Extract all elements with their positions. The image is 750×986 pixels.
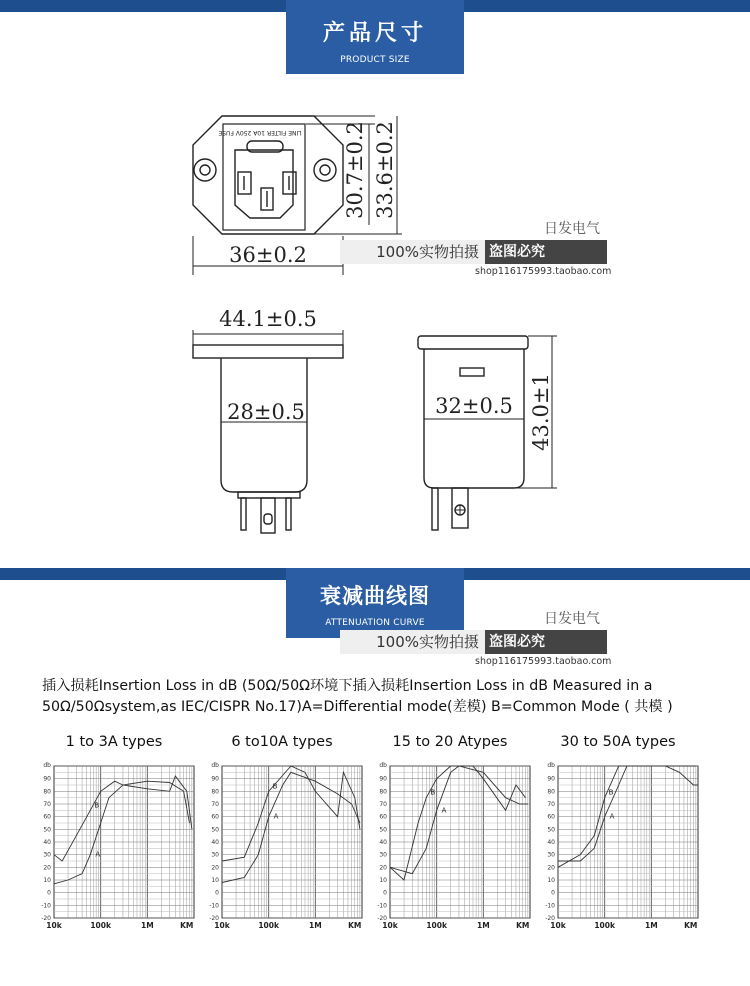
insertion-loss-caption: 插入损耗Insertion Loss in dB (50Ω/50Ω环境下插入损耗Insertion Loss in dB Measured in a 50Ω/50Ωsystem,as IEC/CISPR No.17)A=Differential mode(差模) B=Common Mode ( 共模 ) [42, 678, 673, 715]
y-tick-label: 60 [547, 813, 555, 821]
y-tick-label: 80 [547, 788, 555, 796]
y-tick-label: 80 [379, 788, 387, 796]
watermark-real-photo: 100%实物拍摄 [340, 630, 485, 654]
y-tick-label: -10 [377, 902, 387, 910]
chart-title: 15 to 20 Atypes [392, 734, 508, 750]
side-view [193, 330, 343, 533]
watermark-no-theft: 盗图必究 [485, 630, 607, 654]
y-tick-label: 40 [211, 839, 219, 846]
y-tick-label: 0 [215, 889, 219, 897]
y-tick-label: -20 [41, 915, 51, 922]
chart-title: 1 to 3A types [65, 734, 163, 750]
chart-30-50a [534, 732, 702, 932]
series-label-b: B [272, 782, 278, 791]
y-tick-label: 50 [379, 826, 387, 834]
y-tick-label: -10 [41, 902, 51, 910]
y-tick-label: 40 [547, 839, 555, 846]
chart-plot [534, 758, 702, 933]
dim-front-outer-height: 33.6±0.2 [373, 121, 397, 219]
dim-front-inner-height: 30.7±0.2 [343, 121, 367, 219]
dim-side-body-width: 28±0.5 [227, 400, 305, 424]
x-tick-label: 1M [644, 921, 658, 930]
watermark-real-photo: 100%实物拍摄 [340, 240, 485, 264]
y-tick-label: 40 [379, 839, 387, 846]
section-title-cn: 产品尺寸 [322, 21, 427, 46]
y-tick-label: 10 [43, 877, 51, 884]
x-tick-label: 100k [90, 921, 111, 930]
y-unit-label: db [211, 762, 219, 769]
series-label-b: B [430, 788, 436, 797]
series-label-b: B [608, 788, 614, 797]
y-tick-label: 80 [211, 788, 219, 796]
y-tick-label: 90 [211, 775, 219, 783]
chart-15-20a [366, 732, 534, 932]
y-tick-label: 70 [43, 801, 51, 808]
chart-1-3a [30, 732, 198, 932]
watermark-brand: 日发电气 [544, 611, 600, 627]
series-label-b: B [94, 801, 100, 810]
y-tick-label: 50 [547, 826, 555, 834]
y-tick-label: -20 [209, 915, 219, 922]
x-tick-label: 10k [214, 921, 230, 930]
y-tick-label: 10 [211, 877, 219, 884]
y-tick-label: 90 [379, 775, 387, 783]
y-tick-label: 10 [547, 877, 555, 884]
watermark-shop-url: shop116175993.taobao.com [475, 266, 612, 277]
y-tick-label: 40 [43, 839, 51, 846]
watermark-no-theft: 盗图必究 [485, 240, 607, 264]
y-tick-label: 50 [43, 826, 51, 834]
y-tick-label: 60 [211, 813, 219, 821]
y-tick-label: 30 [547, 851, 555, 859]
x-tick-label: 10k [46, 921, 62, 930]
y-tick-label: 20 [547, 864, 555, 872]
x-tick-label: 100k [258, 921, 279, 930]
series-label-a: A [95, 850, 101, 859]
dim-end-height: 43.0±1 [529, 373, 553, 451]
section-title-en: PRODUCT SIZE [340, 55, 410, 65]
dim-side-flange-width: 44.1±0.5 [219, 307, 317, 331]
x-tick-label: 10k [550, 921, 566, 930]
y-tick-label: -10 [209, 902, 219, 910]
chart-plot [366, 758, 534, 933]
y-tick-label: 30 [379, 851, 387, 859]
watermark-block [340, 218, 610, 278]
y-tick-label: 50 [211, 826, 219, 834]
y-unit-label: db [379, 762, 387, 769]
section-tab-product-size [286, 0, 464, 74]
x-tick-label: 10k [382, 921, 398, 930]
front-label-text: LINE FILTER 10A 250V FUSE [218, 129, 302, 136]
y-tick-label: 0 [551, 889, 555, 897]
x-tick-label: 1M [476, 921, 490, 930]
y-tick-label: 20 [379, 864, 387, 872]
y-tick-label: 70 [211, 801, 219, 808]
watermark-shop-url: shop116175993.taobao.com [475, 656, 612, 667]
y-tick-label: -20 [377, 915, 387, 922]
y-tick-label: 70 [379, 801, 387, 808]
chart-plot [30, 758, 198, 933]
y-tick-label: -10 [545, 902, 555, 910]
x-tick-label: 1M [308, 921, 322, 930]
series-label-a: A [609, 812, 615, 821]
series-label-a: A [273, 812, 279, 821]
y-tick-label: 0 [383, 889, 387, 897]
y-tick-label: 10 [379, 877, 387, 884]
y-tick-label: 80 [43, 788, 51, 796]
chart-title: 6 to10A types [231, 734, 333, 750]
watermark-brand: 日发电气 [544, 221, 600, 237]
y-tick-label: 30 [211, 851, 219, 859]
chart-plot [198, 758, 366, 933]
dim-front-width: 36±0.2 [229, 243, 307, 267]
x-tick-label: 100k [426, 921, 447, 930]
y-tick-label: 60 [379, 813, 387, 821]
chart-6-10a [198, 732, 366, 932]
y-tick-label: 0 [47, 889, 51, 897]
section-title-en: ATTENUATION CURVE [325, 618, 425, 628]
y-unit-label: db [547, 762, 555, 769]
watermark-block [340, 608, 610, 668]
x-tick-label: KM [180, 921, 194, 930]
y-unit-label: db [43, 762, 51, 769]
x-tick-label: KM [684, 921, 698, 930]
chart-title: 30 to 50A types [560, 734, 676, 750]
section-title-cn: 衰减曲线图 [320, 584, 430, 608]
dimension-drawings [0, 90, 750, 550]
x-tick-label: KM [348, 921, 362, 930]
dim-end-body-width: 32±0.5 [435, 394, 513, 418]
x-tick-label: 1M [140, 921, 154, 930]
y-tick-label: 30 [43, 851, 51, 859]
y-tick-label: 20 [43, 864, 51, 872]
series-label-a: A [441, 806, 447, 815]
y-tick-label: 90 [43, 775, 51, 783]
y-tick-label: -20 [545, 915, 555, 922]
x-tick-label: KM [516, 921, 530, 930]
y-tick-label: 60 [43, 813, 51, 821]
y-tick-label: 20 [211, 864, 219, 872]
x-tick-label: 100k [594, 921, 615, 930]
y-tick-label: 90 [547, 775, 555, 783]
y-tick-label: 70 [547, 801, 555, 808]
